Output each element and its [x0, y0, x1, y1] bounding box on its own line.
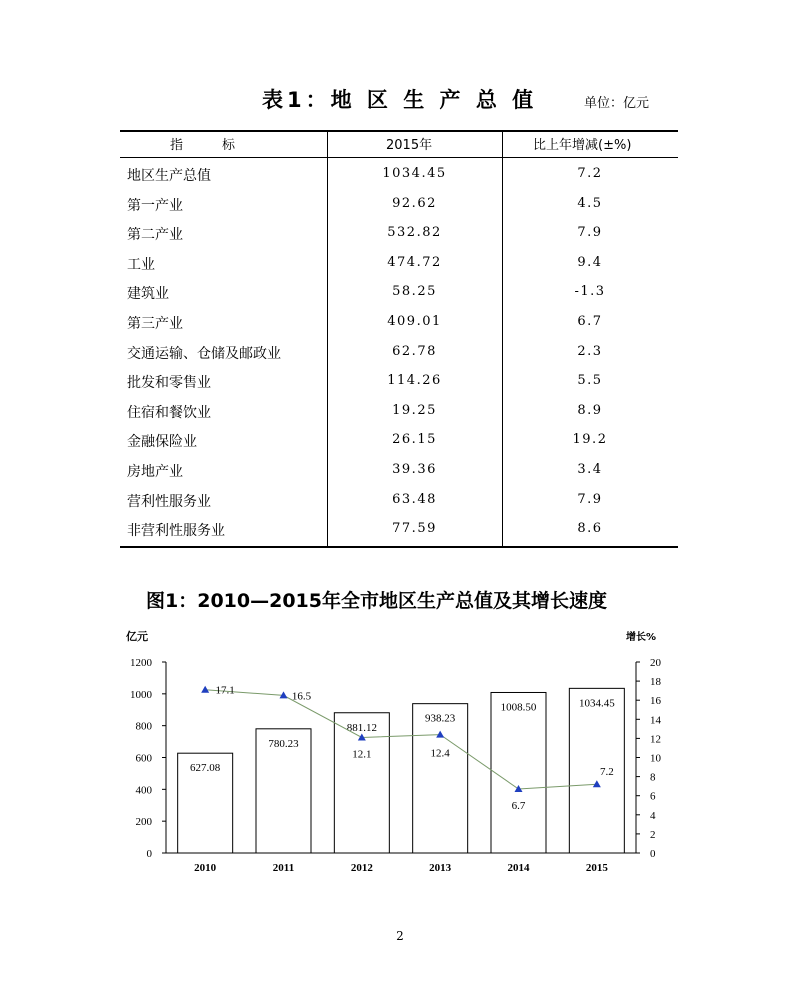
left-tick-label: 400 [135, 784, 152, 797]
row-value: 1034.45 [382, 166, 447, 181]
row-growth: 8.9 [577, 402, 603, 418]
row-name: 交通运输、仓储及邮政业 [127, 345, 281, 362]
right-tick-label: 6 [650, 790, 656, 803]
table-row [120, 426, 678, 456]
table-bottom-rule [120, 546, 678, 548]
growth-value-label: 16.5 [291, 690, 312, 703]
bar-value-label: 627.08 [190, 762, 221, 775]
row-name: 工业 [127, 256, 155, 273]
chart-title: 图1：2010—2015年全市地区生产总值及其增长速度 [146, 590, 607, 612]
row-value: 409.01 [387, 314, 442, 329]
right-tick-label: 8 [650, 771, 656, 784]
growth-value-label: 12.1 [352, 748, 372, 761]
growth-value-label: 7.2 [599, 766, 614, 779]
bar-value-label: 1008.50 [500, 701, 537, 714]
growth-marker [201, 686, 209, 693]
right-axis-title: 增长% [626, 632, 657, 643]
row-name: 房地产业 [127, 464, 183, 480]
x-tick-label: 2011 [272, 862, 295, 874]
right-tick-label: 14 [650, 714, 661, 727]
left-tick-label: 200 [135, 816, 152, 829]
left-tick-label: 0 [146, 848, 152, 860]
x-tick-label: 2014 [507, 862, 530, 874]
left-tick-label: 600 [135, 752, 152, 765]
growth-value-label: 17.1 [215, 684, 235, 697]
table-title: 表1：地 区 生 产 总 值 [262, 88, 538, 112]
table-row [120, 515, 678, 545]
table-row [120, 397, 678, 427]
bar-value-label: 938.23 [425, 712, 456, 725]
row-growth: 8.6 [577, 521, 603, 537]
bar-value-label: 881.12 [346, 721, 377, 734]
growth-value-label: 12.4 [430, 747, 450, 760]
row-value: 62.78 [392, 343, 437, 359]
table-top-rule [120, 130, 678, 132]
left-axis-title: 亿元 [126, 630, 148, 643]
row-value: 26.15 [392, 432, 437, 448]
x-tick-label: 2013 [429, 862, 452, 874]
header-year: 2015年 [386, 138, 433, 153]
row-growth: -1.3 [574, 284, 606, 300]
right-tick-label: 20 [650, 657, 661, 669]
row-name: 建筑业 [127, 286, 169, 303]
row-growth: 7.9 [577, 491, 603, 507]
row-value: 92.62 [392, 195, 437, 211]
row-growth: 6.7 [577, 314, 603, 329]
right-tick-label: 2 [650, 828, 656, 841]
row-growth: 9.4 [577, 254, 603, 270]
table-row [120, 367, 678, 397]
table-row [120, 190, 678, 220]
table-row [120, 338, 678, 368]
row-growth: 2.3 [577, 343, 603, 359]
row-name: 批发和零售业 [127, 375, 211, 392]
bar-value-label: 780.23 [268, 737, 299, 750]
x-tick-label: 2010 [194, 862, 217, 874]
row-value: 474.72 [387, 254, 442, 270]
right-tick-label: 16 [650, 695, 661, 708]
row-growth: 5.5 [577, 373, 603, 389]
table-row [120, 249, 678, 279]
row-name: 第一产业 [127, 197, 183, 214]
row-name: 地区生产总值 [127, 168, 211, 184]
table-header-rule [120, 157, 678, 158]
bar [569, 688, 624, 853]
row-name: 第二产业 [127, 227, 183, 244]
row-value: 114.26 [387, 373, 442, 389]
row-growth: 7.2 [577, 166, 603, 181]
table-row [120, 308, 678, 338]
right-tick-label: 18 [650, 676, 661, 689]
row-name: 金融保险业 [127, 434, 197, 451]
row-name: 第三产业 [127, 316, 183, 332]
left-tick-label: 800 [135, 720, 152, 733]
row-growth: 19.2 [572, 432, 608, 448]
growth-value-label: 6.7 [511, 800, 526, 813]
right-tick-label: 10 [650, 752, 661, 765]
page-number: 2 [396, 929, 404, 943]
bar [413, 704, 468, 853]
row-value: 532.82 [387, 225, 442, 241]
right-tick-label: 12 [650, 733, 661, 746]
row-name: 非营利性服务业 [127, 523, 225, 540]
table-row [120, 456, 678, 486]
header-growth: 比上年增减(±%) [533, 138, 632, 153]
row-value: 19.25 [392, 402, 437, 418]
gdp-growth-chart [0, 620, 800, 880]
table-row [120, 219, 678, 249]
left-tick-label: 1000 [130, 688, 152, 701]
row-value: 77.59 [392, 521, 437, 537]
table-row [120, 160, 678, 190]
left-tick-label: 1200 [130, 657, 152, 669]
right-tick-label: 4 [650, 809, 656, 822]
row-growth: 3.4 [577, 462, 603, 477]
row-growth: 7.9 [577, 225, 603, 241]
x-tick-label: 2012 [350, 862, 373, 874]
bar [491, 692, 546, 853]
table-row [120, 278, 678, 308]
row-value: 63.48 [392, 491, 437, 507]
x-tick-label: 2015 [585, 862, 608, 874]
right-tick-label: 0 [650, 848, 656, 860]
row-value: 58.25 [392, 284, 437, 300]
table-unit: 单位：亿元 [584, 96, 650, 111]
header-indicator: 指 标 [170, 138, 236, 153]
bar-value-label: 1034.45 [578, 697, 615, 710]
row-name: 住宿和餐饮业 [127, 404, 211, 421]
row-value: 39.36 [392, 462, 437, 477]
row-growth: 4.5 [577, 195, 603, 211]
row-name: 营利性服务业 [127, 493, 211, 510]
table-row [120, 486, 678, 516]
